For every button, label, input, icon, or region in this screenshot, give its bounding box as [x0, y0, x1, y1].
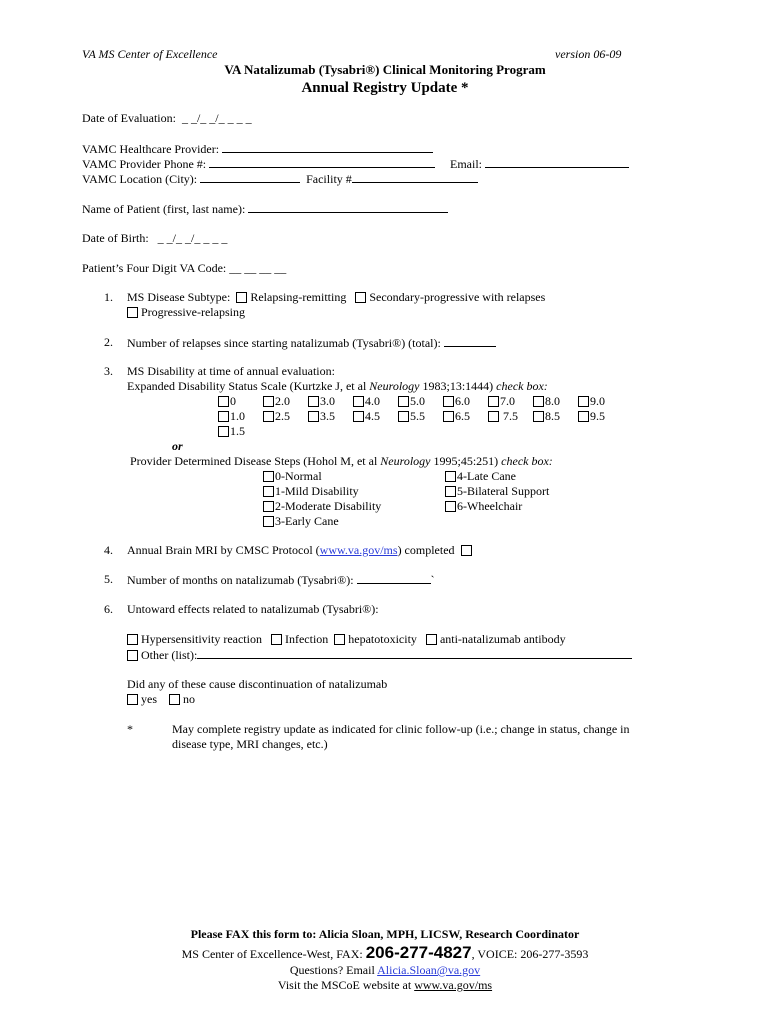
q2-number: 2.	[104, 335, 113, 349]
questions-line: Questions? Email Alicia.Sloan@va.gov	[289, 963, 481, 977]
checkbox[interactable]	[127, 634, 138, 645]
checkbox[interactable]	[353, 396, 364, 407]
patient-name-field[interactable]	[82, 201, 448, 216]
location-blank[interactable]	[200, 171, 300, 183]
edss-option[interactable]: 9.0	[578, 394, 605, 408]
pdds-option[interactable]: 1-Mild Disability	[263, 484, 359, 498]
q4-mri: Annual Brain MRI by CMSC Protocol (www.va.gov/ms) completed	[127, 543, 475, 557]
checkbox[interactable]	[578, 411, 589, 422]
checkbox[interactable]	[127, 694, 138, 705]
checkbox[interactable]	[263, 486, 274, 497]
other-blank[interactable]	[197, 647, 632, 659]
form-subtitle: Annual Registry Update *	[301, 80, 469, 96]
discontinue-question: Did any of these cause discontinuation of natalizumab	[127, 677, 388, 691]
option-other[interactable]: Other (list):	[127, 647, 632, 662]
checkbox[interactable]	[169, 694, 180, 705]
date-of-evaluation[interactable]	[82, 111, 252, 125]
pdds-option[interactable]: 3-Early Cane	[263, 514, 339, 528]
dob-label: Date of Birth:	[82, 231, 149, 245]
option-relapsing-remitting[interactable]: Relapsing-remitting	[236, 290, 346, 304]
checkbox[interactable]	[127, 650, 138, 661]
provider-blank[interactable]	[222, 141, 433, 153]
edss-option[interactable]: 1.5	[218, 424, 245, 438]
q1-subtype	[127, 290, 545, 304]
checkbox[interactable]	[263, 501, 274, 512]
checkbox[interactable]	[443, 396, 454, 407]
edss-option[interactable]: 0	[218, 394, 236, 408]
q6-label: Untoward effects related to natalizumab (Tysabri®):	[127, 602, 379, 616]
option-no[interactable]: no	[169, 692, 195, 706]
option-infection[interactable]: Infection	[271, 632, 328, 646]
note-line-1: May complete registry update as indicated for clinic follow-up (i.e.; change in status, change in	[172, 722, 630, 736]
q1-label: MS Disease Subtype:	[127, 290, 231, 304]
checkbox[interactable]	[263, 516, 274, 527]
email-link[interactable]: Alicia.Sloan@va.gov	[377, 963, 481, 977]
q3-label: MS Disability at time of annual evaluation:	[127, 364, 335, 378]
pdds-option[interactable]: 4-Late Cane	[445, 469, 516, 483]
option-hypersensitivity[interactable]: Hypersensitivity reaction	[127, 632, 262, 646]
patient-name-blank[interactable]	[248, 201, 448, 213]
header-center-name: VA MS Center of Excellence	[82, 47, 218, 61]
checkbox[interactable]	[308, 396, 319, 407]
pdds-option[interactable]: 0-Normal	[263, 469, 322, 483]
checkbox[interactable]	[334, 634, 345, 645]
or-separator: or	[172, 439, 183, 453]
visit-line: Visit the MSCoE website at www.va.gov/ms	[277, 978, 493, 992]
q2-relapses[interactable]	[127, 335, 496, 350]
email-field[interactable]	[450, 156, 629, 171]
checkbox[interactable]	[445, 486, 456, 497]
facility-blank[interactable]	[352, 171, 478, 183]
edss-option[interactable]: 8.0	[533, 394, 560, 408]
dob-field[interactable]	[82, 231, 227, 245]
pdds-option[interactable]: 5-Bilateral Support	[445, 484, 549, 498]
checkbox[interactable]	[398, 396, 409, 407]
fax-contact: MS Center of Excellence-West, FAX: 206-277-4827, VOICE: 206-277-3593	[181, 943, 589, 962]
checkbox[interactable]	[533, 411, 544, 422]
pdds-option[interactable]: 2-Moderate Disability	[263, 499, 381, 513]
date-eval-value[interactable]: _ _/_ _/_ _ _ _	[181, 111, 252, 125]
location-field[interactable]	[82, 171, 478, 186]
date-eval-label: Date of Evaluation:	[82, 111, 176, 125]
edss-option[interactable]: 2.0	[263, 394, 290, 408]
checkbox[interactable]	[445, 501, 456, 512]
q4-number: 4.	[104, 543, 113, 557]
edss-option[interactable]: 9.5	[578, 409, 605, 423]
edss-heading: Expanded Disability Status Scale (Kurtzke J, et al Neurology 1983;13:1444) check box:	[127, 379, 548, 393]
phone-label: VAMC Provider Phone #:	[82, 157, 207, 171]
checkbox[interactable]	[488, 411, 499, 422]
header-version: version 06-09	[555, 47, 622, 61]
pdds-heading: Provider Determined Disease Steps (Hohol M, et al Neurology 1995;45:251) check box:	[130, 454, 553, 468]
relapses-blank[interactable]	[444, 335, 496, 347]
months-blank[interactable]	[357, 572, 431, 584]
pdds-option[interactable]: 6-Wheelchair	[445, 499, 522, 513]
checkbox[interactable]	[218, 411, 229, 422]
option-hepatotoxicity[interactable]: hepatotoxicity	[334, 632, 417, 646]
healthcare-provider-field[interactable]	[82, 141, 433, 156]
edss-option[interactable]: 5.5	[398, 409, 425, 423]
form-title: VA Natalizumab (Tysabri®) Clinical Monitoring Program	[224, 62, 546, 77]
checkbox[interactable]	[398, 411, 409, 422]
q5-number: 5.	[104, 572, 113, 586]
note-line-2: disease type, MRI changes, etc.)	[172, 737, 328, 751]
checkbox[interactable]	[271, 634, 282, 645]
edss-option[interactable]: 6.5	[443, 409, 470, 423]
email-label: Email:	[450, 157, 482, 171]
q2-label: Number of relapses since starting natalizumab (Tysabri®) (total):	[127, 336, 441, 350]
checkbox[interactable]	[263, 471, 274, 482]
discontinue-answers	[127, 692, 195, 706]
location-label: VAMC Location (City):	[82, 172, 198, 186]
q1-number: 1.	[104, 290, 113, 304]
q6-options	[127, 632, 566, 646]
q3-number: 3.	[104, 364, 113, 378]
edss-option[interactable]: 4.0	[353, 394, 380, 408]
edss-option[interactable]: 8.5	[533, 409, 560, 423]
edss-option[interactable]: 2.5	[263, 409, 290, 423]
dob-value[interactable]: _ _/_ _/_ _ _ _	[157, 231, 228, 245]
checkbox[interactable]	[578, 396, 589, 407]
option-secondary-progressive[interactable]: Secondary-progressive with relapses	[355, 290, 545, 304]
checkbox[interactable]	[488, 396, 499, 407]
option-progressive-relapsing[interactable]: Progressive-relapsing	[127, 305, 245, 319]
checkbox[interactable]	[355, 292, 366, 303]
option-antibody[interactable]: anti-natalizumab antibody	[426, 632, 566, 646]
note-star: *	[127, 722, 133, 736]
phone-blank[interactable]	[209, 156, 435, 168]
checkbox[interactable]	[426, 634, 437, 645]
checkbox[interactable]	[263, 411, 274, 422]
va-code-label: Patient’s Four Digit VA Code:	[82, 261, 227, 275]
checkbox[interactable]	[127, 307, 138, 318]
provider-label: VAMC Healthcare Provider:	[82, 142, 220, 156]
edss-option[interactable]: 7.0	[488, 394, 515, 408]
edss-option[interactable]: 5.0	[398, 394, 425, 408]
checkbox[interactable]	[443, 411, 454, 422]
patient-name-label: Name of Patient (first, last name):	[82, 202, 246, 216]
checkbox[interactable]	[308, 411, 319, 422]
provider-phone-field[interactable]	[82, 156, 435, 171]
option-yes[interactable]: yes	[127, 692, 157, 706]
fax-number: 206-277-4827	[365, 943, 472, 962]
cmsc-link[interactable]: www.va.gov/ms	[319, 543, 398, 557]
edss-option[interactable]: 3.0	[308, 394, 335, 408]
checkbox[interactable]	[353, 411, 364, 422]
edss-option[interactable]: 7.5	[488, 409, 518, 423]
checkbox[interactable]	[445, 471, 456, 482]
edss-option[interactable]: 6.0	[443, 394, 470, 408]
checkbox[interactable]	[236, 292, 247, 303]
edss-option[interactable]: 3.5	[308, 409, 335, 423]
va-code-value[interactable]: __ __ __ __	[229, 261, 287, 275]
checkbox[interactable]	[218, 426, 229, 437]
edss-option[interactable]: 1.0	[218, 409, 245, 423]
q6-number: 6.	[104, 602, 113, 616]
mri-completed-checkbox[interactable]	[461, 545, 472, 556]
va-code-field[interactable]	[82, 261, 286, 275]
q5-months[interactable]: Number of months on natalizumab (Tysabri®): `	[127, 573, 435, 587]
checkbox[interactable]	[263, 396, 274, 407]
website-link[interactable]: www.va.gov/ms	[414, 978, 493, 992]
email-blank[interactable]	[485, 156, 629, 168]
edss-option[interactable]: 4.5	[353, 409, 380, 423]
checkbox[interactable]	[533, 396, 544, 407]
checkbox[interactable]	[218, 396, 229, 407]
fax-instructions: Please FAX this form to: Alicia Sloan, MPH, LICSW, Research Coordinator	[190, 927, 580, 941]
facility-label: Facility #	[306, 172, 352, 186]
